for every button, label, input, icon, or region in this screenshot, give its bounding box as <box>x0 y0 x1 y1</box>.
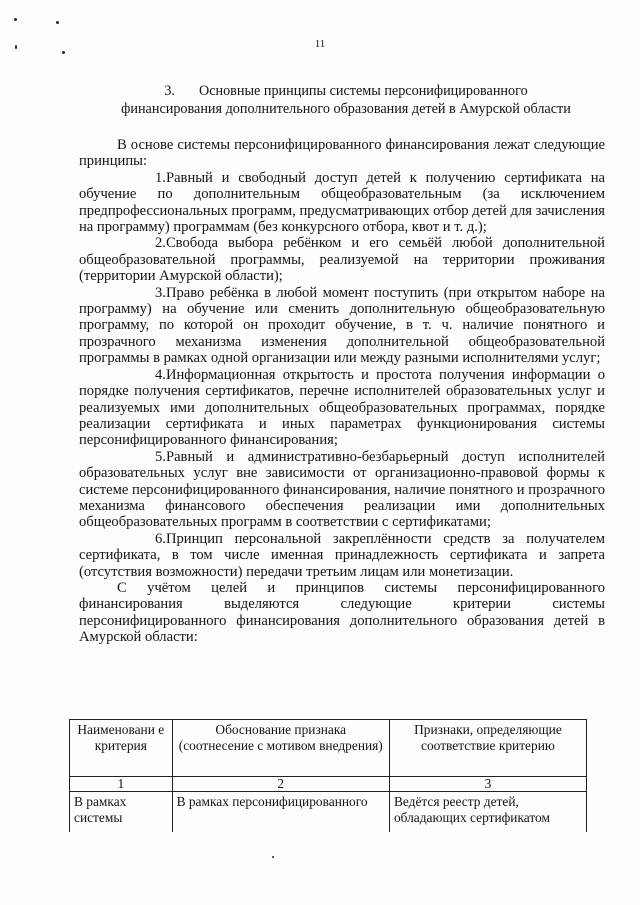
paragraph-principle-6 <box>79 531 605 580</box>
page-number: 11 <box>314 38 326 50</box>
paragraph-text: С учётом целей и принципов системы персонифицированного финансирования выделяются следующие критерии системы персонифицированного финансирования дополнительного образования детей в Амурской области: <box>79 579 605 646</box>
paragraph-principle-4 <box>79 367 605 449</box>
section-title-line2: финансирования дополнительного образования детей в Амурской области <box>121 101 571 117</box>
table-header-cell: Обоснование признака (соотнесение с мотивом внедрения) <box>172 720 389 777</box>
table-cell: 2 <box>172 777 389 792</box>
table-row <box>70 792 587 833</box>
scan-speck <box>56 21 59 24</box>
table-cell: В рамках персонифицированного <box>172 792 389 833</box>
paragraph-principle-5 <box>79 449 605 531</box>
table-header-cell: Признаки, определяющие соответствие критерию <box>389 720 586 777</box>
scan-speck <box>62 51 65 54</box>
paragraph-text: Право ребёнка в любой момент поступить (при открытом наборе на программу) на обучение или сменить дополнительную общеобразовательную программу, по которой он проходит обучение, в т. ч. наличие понятного и прозрачного механизма изменения дополнительной общеобразовательной программы в рамках одной организации или между разными исполнителями услуг; <box>79 284 605 367</box>
paragraph-number: 3. <box>155 284 166 301</box>
paragraph-criteria-intro <box>79 580 605 646</box>
table-column-number-row <box>70 777 587 792</box>
section-title-line1: Основные принципы системы персонифицированного <box>198 83 528 99</box>
paragraph-principle-3 <box>79 285 605 367</box>
paragraph-number: 1. <box>155 169 166 186</box>
paragraph-intro <box>79 137 605 170</box>
scan-speck <box>272 856 274 858</box>
section-title <box>86 82 606 118</box>
table-header-row <box>70 720 587 777</box>
body-text <box>79 137 605 646</box>
paragraph-text: Свобода выбора ребёнком и его семьёй любой дополнительной общеобразовательной программы, реализуемой на территории проживания (территории Амурской области); <box>79 235 605 285</box>
scan-speck <box>14 18 17 21</box>
section-number: 3. <box>164 83 175 99</box>
table-header-cell: Наименовани е критерия <box>70 720 173 777</box>
criteria-table <box>69 719 587 832</box>
paragraph-text: Информационная открытость и простота получения информации о порядке получения сертификатов, перечне исполнителей образовательных услуг и реализуемых ими дополнительных общеобразовательных программах, порядке реализации сертификата и иных параметрах функционирования системы персонифицированного финансирования; <box>79 366 605 449</box>
paragraph-number: 4. <box>155 366 166 383</box>
paragraph-principle-1 <box>79 170 605 236</box>
paragraph-text: Равный и свободный доступ детей к получению сертификата на обучение по дополнительным общеобразовательным (за исключением предпрофессиональных программ, предусматривающих отбор детей для зачисления на программу) программам (без конкурсного отбора, квот и т. д.); <box>79 169 605 236</box>
table-cell: В рамках системы <box>70 792 173 833</box>
table-cell: Ведётся реестр детей, обладающих сертификатом <box>389 792 586 833</box>
table-cell: 3 <box>389 777 586 792</box>
paragraph-number: 6. <box>155 530 166 547</box>
paragraph-text: Равный и административно-безбарьерный доступ исполнителей образовательных услуг вне зависимости от организационно-правовой формы к системе персонифицированного финансирования, наличие понятного и прозрачного механизма финансового обеспечения реализации ими дополнительных общеобразовательных программ в соответствии с сертификатами; <box>79 448 605 531</box>
paragraph-number: 5. <box>155 448 166 465</box>
paragraph-principle-2 <box>79 235 605 284</box>
table-cell: 1 <box>70 777 173 792</box>
paragraph-text: Принцип персональной закреплённости средств за получателем сертификата, в том числе именная принадлежность сертификата и запрета (отсутствия возможности) передачи третьим лицам или монетизации. <box>79 530 605 580</box>
paragraph-text: В основе системы персонифицированного финансирования лежат следующие принципы: <box>79 137 605 170</box>
paragraph-number: 2. <box>155 235 166 252</box>
